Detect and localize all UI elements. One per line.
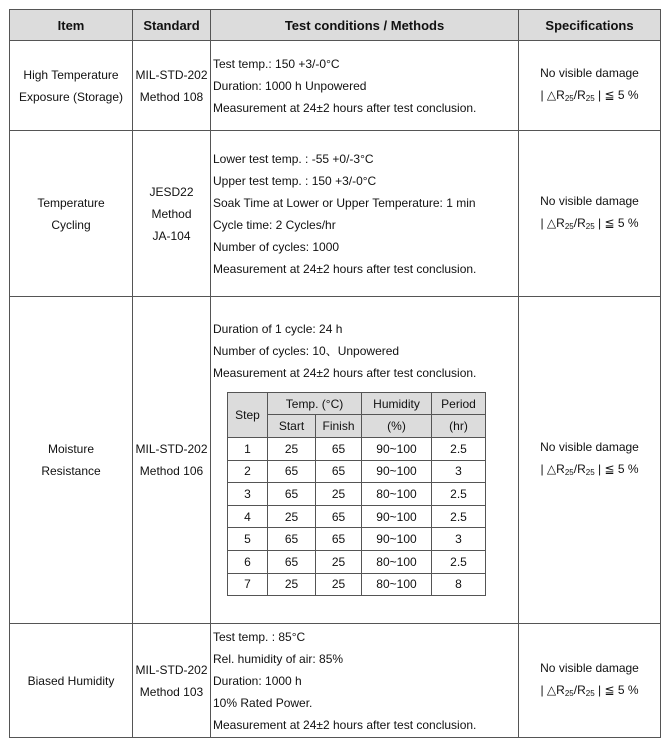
inner-table-cell: 8 (432, 573, 486, 596)
standard-line: MIL-STD-202 (135, 67, 208, 82)
inner-table-cell: 90~100 (362, 505, 432, 528)
inner-header-period: Period (432, 392, 486, 415)
condition-line: Lower test temp. : -55 +0/-3°C (213, 151, 374, 166)
item-cell (10, 297, 133, 624)
spec-suffix: | ≦ 5 % (594, 682, 639, 697)
inner-table-cell: 80~100 (362, 550, 432, 573)
inner-table-cell: 3 (228, 483, 268, 506)
standard-line: Method (151, 206, 192, 221)
spec-prefix: | △R (540, 215, 565, 230)
spec-line: No visible damage (540, 65, 639, 80)
inner-table-body (228, 438, 486, 596)
item-cell (10, 41, 133, 131)
inner-header-row (228, 392, 486, 415)
spec-suffix: | ≦ 5 % (594, 462, 639, 476)
inner-table-cell: 80~100 (362, 573, 432, 596)
condition-line: Measurement at 24±2 hours after test conclusion. (213, 100, 477, 115)
item-line: Exposure (Storage) (18, 89, 124, 104)
condition-line: Duration: 1000 h Unpowered (213, 78, 367, 93)
inner-table-row (228, 505, 486, 528)
inner-table-cell: 2.5 (432, 505, 486, 528)
inner-table-cell: 65 (316, 505, 362, 528)
header-item: Item (10, 10, 133, 41)
conditions-cell (211, 41, 519, 131)
header-row (10, 10, 661, 41)
test-spec-table (9, 9, 661, 738)
header-standard: Standard (133, 10, 211, 41)
condition-line: Number of cycles: 1000 (213, 239, 340, 254)
spec-prefix: | △R (540, 462, 565, 476)
inner-table-cell: 5 (228, 528, 268, 551)
inner-table-cell: 65 (268, 460, 316, 483)
standard-line: MIL-STD-202 (135, 442, 208, 456)
inner-table-cell: 25 (268, 438, 316, 461)
spec-sub: 25 (585, 688, 595, 698)
table-row-moisture-resistance (10, 297, 661, 624)
condition-line: Measurement at 24±2 hours after test conclusion. (213, 717, 477, 732)
spec-sub: 25 (564, 688, 574, 698)
inner-table-cell: 90~100 (362, 528, 432, 551)
condition-line: Soak Time at Lower or Upper Temperature: 1 min (213, 195, 476, 210)
item-line: High Temperature (23, 67, 119, 82)
spec-cell (519, 131, 661, 297)
spec-sub: 25 (564, 93, 574, 103)
spec-slash: /R (573, 215, 586, 230)
spec-sub: 25 (585, 221, 595, 231)
spec-suffix: | ≦ 5 % (594, 215, 639, 230)
inner-table-cell: 1 (228, 438, 268, 461)
spec-prefix: | △R (540, 682, 565, 697)
spec-slash: /R (573, 87, 586, 102)
inner-table-row (228, 573, 486, 596)
inner-header-humidity-unit: (%) (362, 415, 432, 438)
spec-sub: 25 (564, 221, 574, 231)
spec-suffix: | ≦ 5 % (594, 87, 639, 102)
inner-table-cell: 90~100 (362, 438, 432, 461)
spec-slash: /R (573, 682, 586, 697)
conditions-cell (211, 624, 519, 738)
inner-table-cell: 25 (316, 573, 362, 596)
spec-formula (519, 212, 660, 238)
condition-line: Cycle time: 2 Cycles/hr (213, 217, 336, 232)
inner-table-row (228, 550, 486, 573)
inner-table-cell: 25 (316, 550, 362, 573)
spec-formula (519, 679, 660, 705)
spec-line: No visible damage (540, 193, 639, 208)
spec-formula (519, 84, 660, 110)
table-row-biased-humidity (10, 624, 661, 738)
spec-line: No visible damage (540, 440, 639, 454)
inner-header-start: Start (268, 415, 316, 438)
inner-table-cell: 65 (316, 528, 362, 551)
inner-table-cell: 65 (268, 550, 316, 573)
inner-table-row (228, 528, 486, 551)
inner-table-cell: 25 (268, 505, 316, 528)
item-line: Resistance (41, 464, 101, 478)
condition-line: Measurement at 24±2 hours after test conclusion. (213, 261, 477, 276)
item-cell (10, 131, 133, 297)
spec-slash: /R (573, 462, 586, 476)
inner-header-finish: Finish (316, 415, 362, 438)
moisture-cycle-table (227, 392, 486, 596)
inner-table-cell: 25 (268, 573, 316, 596)
inner-table-cell: 2.5 (432, 483, 486, 506)
condition-line: Number of cycles: 10、Unpowered (213, 343, 400, 358)
header-conditions: Test conditions / Methods (211, 10, 519, 41)
inner-table-row (228, 438, 486, 461)
condition-line: Duration: 1000 h (213, 673, 302, 688)
inner-table-cell: 2 (228, 460, 268, 483)
inner-table-cell: 25 (316, 483, 362, 506)
inner-header-humidity: Humidity (362, 392, 432, 415)
conditions-cell (211, 297, 519, 624)
inner-table-cell: 3 (432, 528, 486, 551)
table-row-temperature-cycling (10, 131, 661, 297)
inner-table-cell: 80~100 (362, 483, 432, 506)
item-line: Temperature (37, 195, 105, 210)
spec-line: No visible damage (540, 660, 639, 675)
inner-header-period-unit: (hr) (432, 415, 486, 438)
standard-cell (133, 297, 211, 624)
condition-line: Test temp. : 85°C (213, 629, 306, 644)
standard-line: Method 103 (139, 684, 204, 699)
standard-cell (133, 624, 211, 738)
spec-cell (519, 624, 661, 738)
standard-line: MIL-STD-202 (135, 662, 208, 677)
spec-sub: 25 (585, 468, 595, 477)
spec-cell (519, 41, 661, 131)
inner-header-temp: Temp. (°C) (268, 392, 362, 415)
inner-table-row (228, 483, 486, 506)
item-line: Moisture (47, 442, 94, 456)
inner-header-step: Step (228, 392, 268, 437)
condition-line: Duration of 1 cycle: 24 h (213, 321, 343, 336)
standard-line: Method 108 (139, 89, 204, 104)
header-specifications: Specifications (519, 10, 661, 41)
inner-table-cell: 3 (432, 460, 486, 483)
condition-line: Measurement at 24±2 hours after test conclusion. (213, 365, 477, 380)
spec-sub: 25 (585, 93, 595, 103)
conditions-cell (211, 131, 519, 297)
spec-formula (519, 458, 660, 484)
inner-table-row (228, 460, 486, 483)
condition-line: Rel. humidity of air: 85% (213, 651, 344, 666)
spec-sub: 25 (564, 468, 574, 477)
condition-line: 10% Rated Power. (213, 695, 313, 710)
standard-line: JA-104 (152, 228, 191, 243)
table-row-high-temperature (10, 41, 661, 131)
standard-cell (133, 131, 211, 297)
inner-table-cell: 2.5 (432, 438, 486, 461)
standard-cell (133, 41, 211, 131)
inner-table-cell: 4 (228, 505, 268, 528)
inner-table-cell: 65 (268, 483, 316, 506)
inner-table-cell: 7 (228, 573, 268, 596)
spec-cell (519, 297, 661, 624)
inner-table-cell: 65 (316, 460, 362, 483)
inner-table-cell: 2.5 (432, 550, 486, 573)
condition-line: Upper test temp. : 150 +3/-0°C (213, 173, 377, 188)
item-line: Biased Humidity (27, 673, 115, 688)
inner-table-cell: 6 (228, 550, 268, 573)
standard-line: Method 106 (139, 464, 204, 478)
inner-table-cell: 65 (316, 438, 362, 461)
item-line: Cycling (51, 217, 91, 232)
spec-prefix: | △R (540, 87, 565, 102)
inner-table-cell: 65 (268, 528, 316, 551)
condition-line: Test temp.: 150 +3/-0°C (213, 56, 340, 71)
standard-line: JESD22 (149, 184, 194, 199)
item-cell (10, 624, 133, 738)
inner-table-cell: 90~100 (362, 460, 432, 483)
